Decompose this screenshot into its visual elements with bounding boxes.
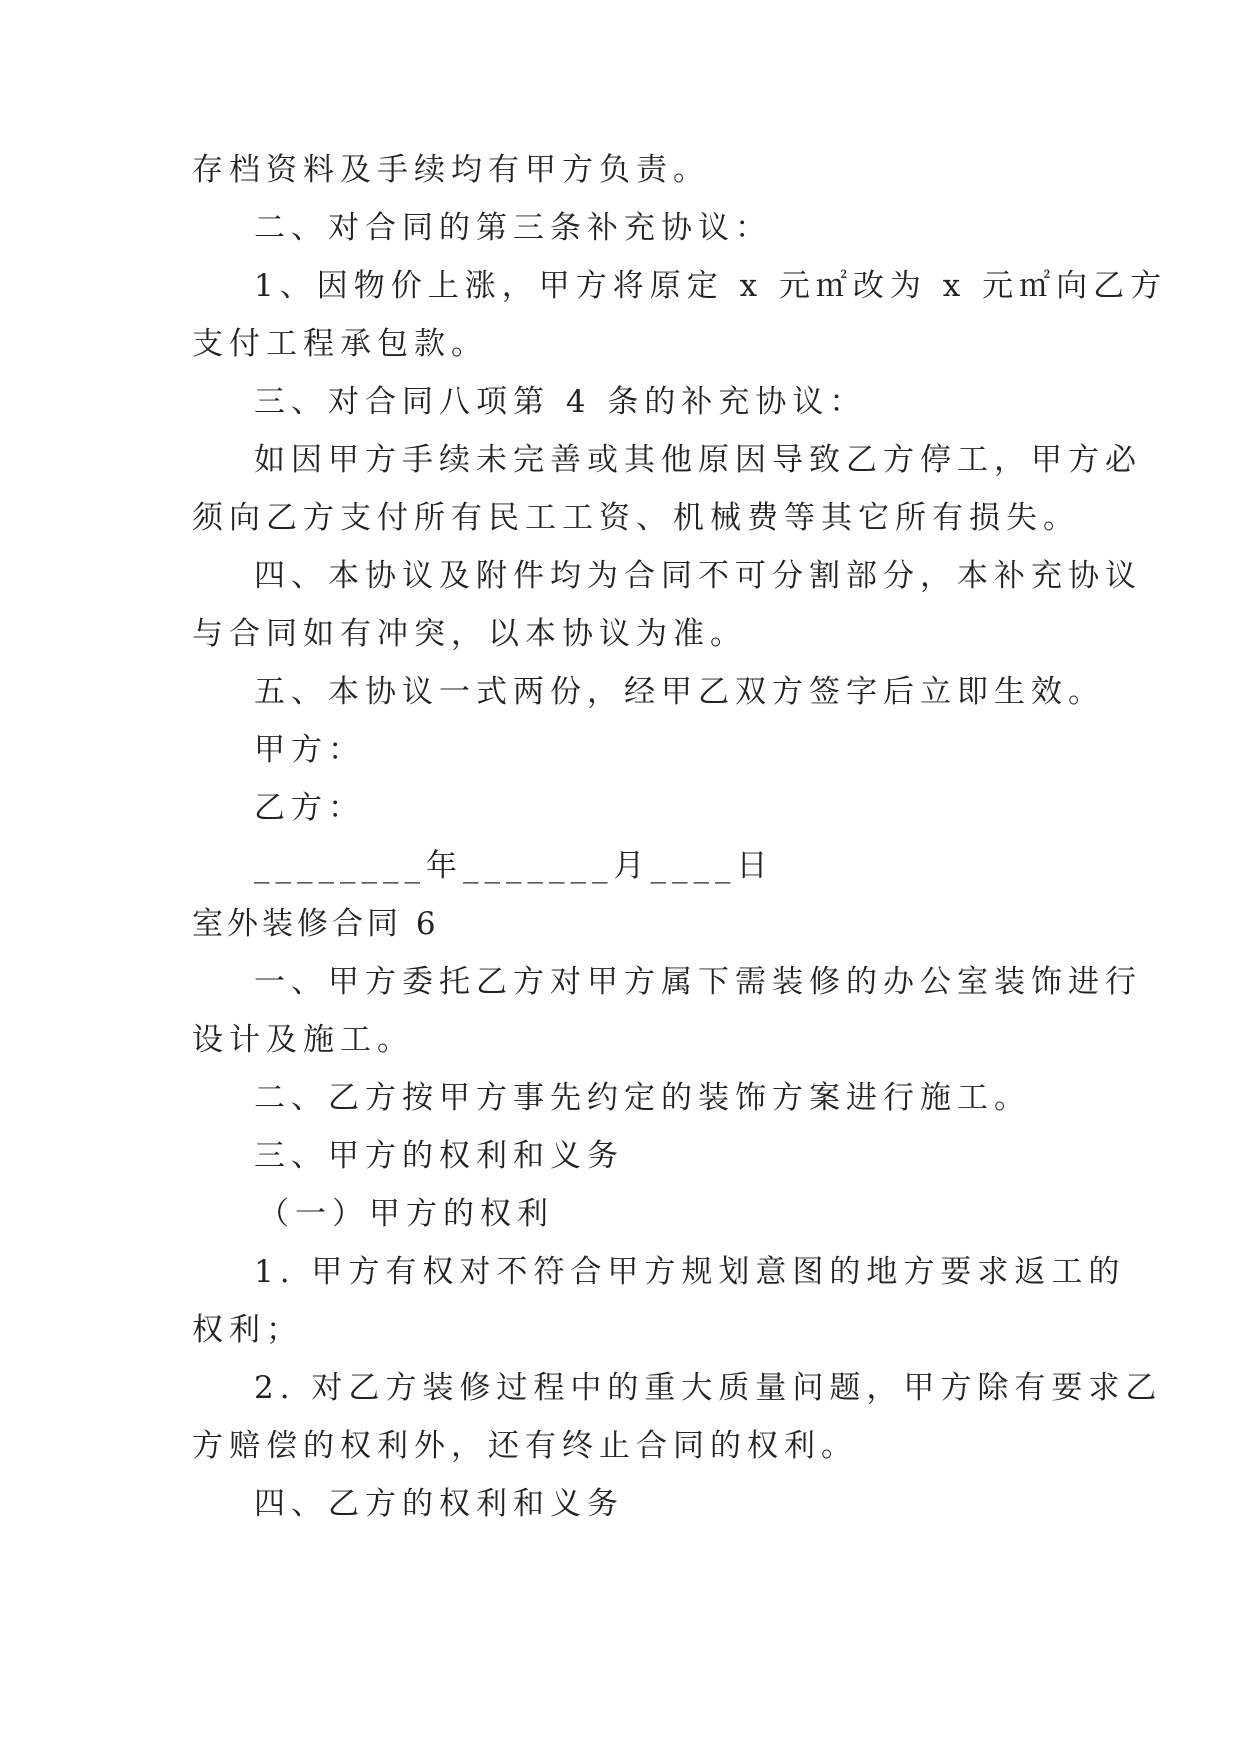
- paragraph-line: 须向乙方支付所有民工工资、机械费等其它所有损失。: [192, 500, 1080, 536]
- paragraph-line: 权利；: [192, 1312, 303, 1348]
- subclause-heading: （一）甲方的权利: [258, 1196, 554, 1232]
- paragraph-line: 一、甲方委托乙方对甲方属下需装修的办公室装饰进行: [254, 964, 1142, 1000]
- paragraph-line: 五、本协议一式两份，经甲乙双方签字后立即生效。: [254, 674, 1105, 710]
- party-b-signature-label: 乙方：: [254, 790, 365, 826]
- paragraph-line: 方赔偿的权利外，还有终止合同的权利。: [192, 1428, 858, 1464]
- paragraph-line: 二、乙方按甲方事先约定的装饰方案进行施工。: [254, 1080, 1031, 1116]
- paragraph-line: 与合同如有冲突，以本协议为准。: [192, 616, 747, 652]
- paragraph-line: 四、本协议及附件均为合同不可分割部分，本补充协议: [254, 558, 1142, 594]
- paragraph-line: 设计及施工。: [192, 1022, 414, 1058]
- clause-heading: 三、甲方的权利和义务: [254, 1138, 624, 1174]
- paragraph-line: 2. 对乙方装修过程中的重大质量问题，甲方除有要求乙: [254, 1370, 1163, 1406]
- section-title: 室外装修合同 6: [192, 906, 440, 942]
- paragraph-line: 1、因物价上涨，甲方将原定 x 元㎡改为 x 元㎡向乙方: [254, 268, 1168, 304]
- clause-heading: 四、乙方的权利和义务: [254, 1486, 624, 1522]
- clause-heading: 三、对合同八项第 4 条的补充协议：: [254, 384, 867, 420]
- paragraph-line: 如因甲方手续未完善或其他原因导致乙方停工，甲方必: [254, 442, 1142, 478]
- date-signature-line: ________年_______月____日: [254, 848, 774, 884]
- paragraph-line: 存档资料及手续均有甲方负责。: [192, 152, 710, 188]
- party-a-signature-label: 甲方：: [254, 732, 365, 768]
- clause-heading: 二、对合同的第三条补充协议：: [254, 210, 772, 246]
- paragraph-line: 1. 甲方有权对不符合甲方规划意图的地方要求返工的: [254, 1254, 1126, 1290]
- paragraph-line: 支付工程承包款。: [192, 326, 488, 362]
